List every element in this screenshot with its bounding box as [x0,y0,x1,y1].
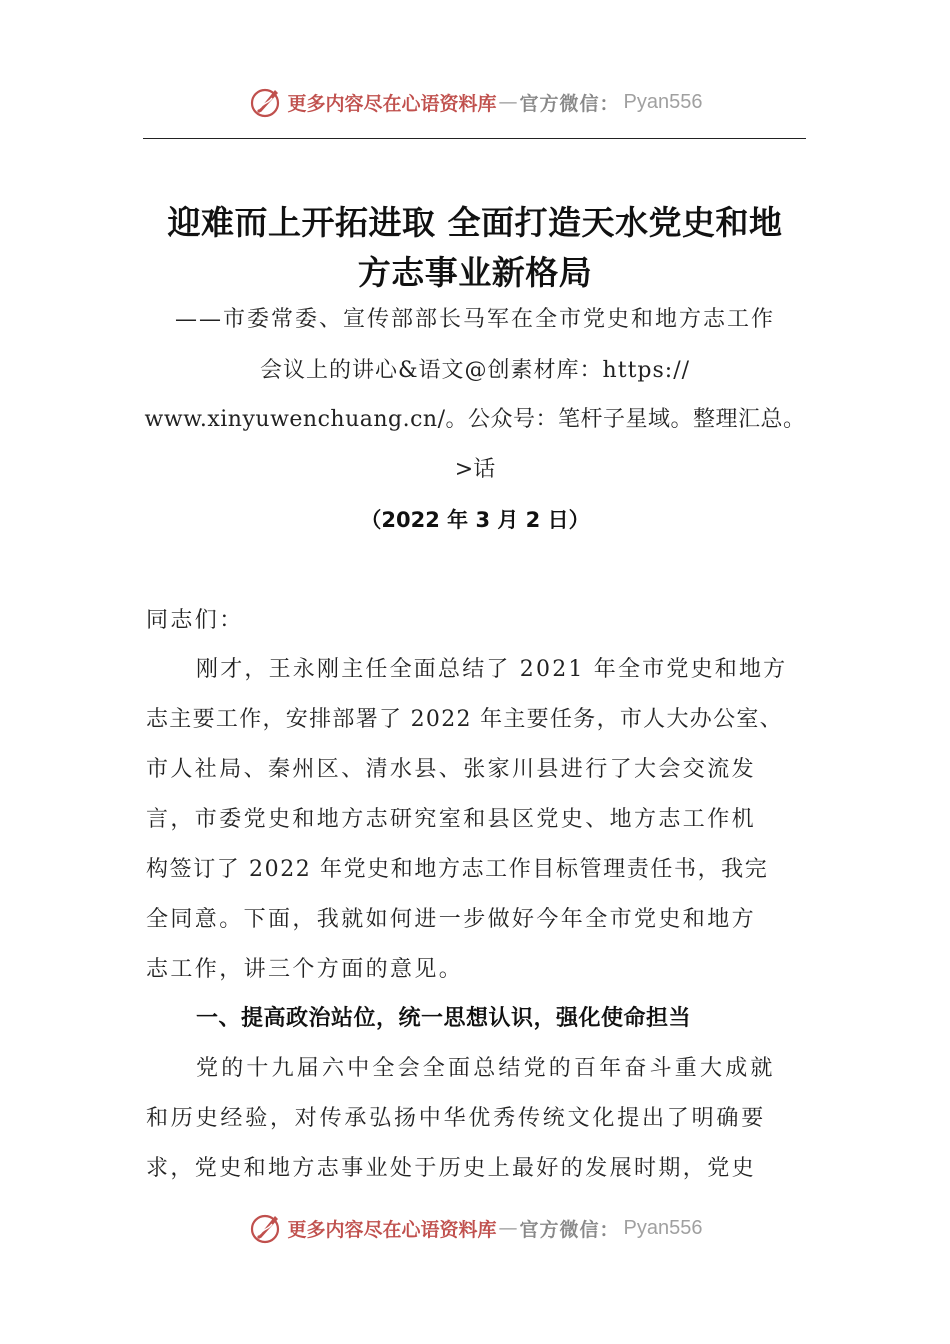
banner-brand-text: 更多内容尽在心语资料库 [287,92,497,115]
paragraph1-line-7: 志工作，讲三个方面的意见。 [146,957,464,982]
quill-pen-logo-icon [248,84,284,120]
paragraph2-line-3: 求，党史和地方志事业处于历史上最好的发展时期，党史 [146,1156,757,1181]
document-date: （2022 年 3 月 2 日） [360,508,590,532]
banner-wechat-label: 官方微信： [519,92,620,115]
salutation: 同志们： [146,608,244,633]
header-divider [143,138,806,139]
subtitle-line-4: >话 [454,457,496,482]
subtitle-line-2: 会议上的讲心&语文@创素材库：https:// [259,358,691,383]
paragraph1-line-2: 志主要工作，安排部署了 2022 年主要任务，市人大办公室、 [146,707,783,732]
subtitle-line-3: www.xinyuwenchuang.cn/。公众号：笔杆子星域。整理汇总。 [144,407,806,432]
footer-wechat-label: 官方微信： [519,1218,620,1241]
banner-wechat-id: Pyan556 [623,90,703,113]
footer-wechat-id: Pyan556 [623,1216,703,1239]
paragraph1-line-3: 市人社局、秦州区、清水县、张家川县进行了大会交流发 [146,757,757,782]
banner-dash: — [498,91,518,113]
document-title-line-1: 迎难而上开拓进取 全面打造天水党史和地 [167,203,783,242]
paragraph1-line-6: 全同意。下面，我就如何进一步做好今年全市党史和地方 [146,907,757,932]
paragraph1-line-4: 言，市委党史和地方志研究室和县区党史、地方志工作机 [146,807,757,832]
footer-banner [0,1208,950,1248]
paragraph2-line-1: 党的十九届六中全会全面总结党的百年奋斗重大成就 [196,1056,776,1081]
subtitle-line-1: ——市委常委、宣传部部长马军在全市党史和地方志工作 [174,307,775,332]
paragraph1-line-1: 刚才，王永刚主任全面总结了 2021 年全市党史和地方 [196,657,788,682]
footer-brand-text: 更多内容尽在心语资料库 [287,1218,497,1241]
header-banner [0,82,950,122]
footer-dash: — [498,1217,518,1239]
document-title-line-2: 方志事业新格局 [357,253,593,292]
paragraph2-line-2: 和历史经验，对传承弘扬中华优秀传统文化提出了明确要 [146,1106,767,1131]
section-1-heading: 一、提高政治站位，统一思想认识，强化使命担当 [196,1006,692,1031]
quill-pen-logo-icon [248,1210,284,1246]
paragraph1-line-5: 构签订了 2022 年党史和地方志工作目标管理责任书，我完 [146,857,769,882]
